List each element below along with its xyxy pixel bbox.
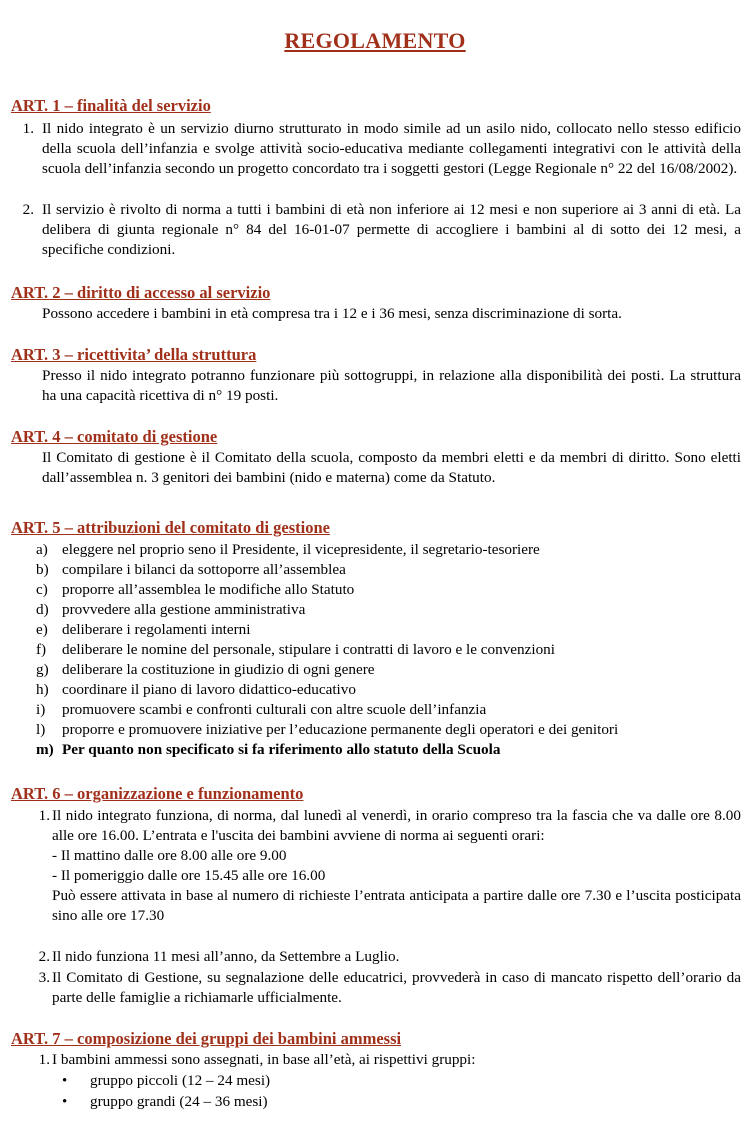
- art5-item-f: f) deliberare le nomine del personale, stipulare i contratti di lavoro e le convenzioni: [36, 641, 555, 658]
- page-title: REGOLAMENTO: [284, 28, 466, 53]
- art6-item-2-number: 2.: [38, 948, 50, 965]
- art7-bullet-1-text: gruppo piccoli (12 – 24 mesi): [90, 1072, 271, 1089]
- art3-text: Presso il nido integrato potranno funzionare più sottogruppi, in relazione alla disponibilità dei posti. La struttura ha una capacità ricettiva di n° 19 posti.: [42, 367, 741, 404]
- art5-item-c: c) proporre all’assemblea le modifiche allo Statuto: [36, 581, 355, 598]
- art7-item-1: [14, 1050, 741, 1070]
- art4-text: Il Comitato di gestione è il Comitato della scuola, composto da membri eletti e da membri di diritto. Sono eletti dall’assemblea n. 3 genitori dei bambini (nido e materna) come da Statuto.: [42, 449, 741, 486]
- art1-item-2: [14, 200, 741, 260]
- art6-item-1: [14, 806, 741, 926]
- art5-item-g: g) deliberare la costituzione in giudizio di ogni genere: [36, 661, 375, 678]
- art7-bullet-2-text: gruppo grandi (24 – 36 mesi): [90, 1093, 268, 1110]
- art6-item-1-text: Il nido integrato funziona, di norma, dal lunedì al venerdì, in orario compreso tra la fascia che va dalle ore 8.00 alle ore 16.00. L’entrata e l'uscita dei bambini avviene di norma ai seguenti orari:: [52, 807, 741, 844]
- art3-heading: ART. 3 – ricettivita’ della struttura: [11, 345, 257, 364]
- art5-heading: ART. 5 – attribuzioni del comitato di gestione: [11, 518, 331, 537]
- art5-item-m: m) Per quanto non specificato si fa riferimento allo statuto della Scuola: [36, 741, 501, 758]
- art1-item-2-text: Il servizio è rivolto di norma a tutti i bambini di età non inferiore ai 12 mesi e non superiore ai 3 anni di età. La delibera di giunta regionale n° 84 del 16-01-07 permette di accogliere i bambini al di sotto dei 12 mesi, a specifiche condizioni.: [42, 201, 741, 258]
- art2-heading: ART. 2 – diritto di accesso al servizio: [11, 283, 271, 302]
- bullet-icon: •: [62, 1073, 68, 1089]
- art1-item-1-number: 1.: [22, 120, 34, 137]
- art1-item-1: [14, 119, 741, 179]
- art7-item-1-text: I bambini ammessi sono assegnati, in base all’età, ai rispettivi gruppi:: [52, 1051, 476, 1068]
- art5-item-b: b) compilare i bilanci da sottoporre all’assemblea: [36, 561, 346, 578]
- art1-item-2-number: 2.: [22, 201, 34, 218]
- art1-item-1-text: Il nido integrato è un servizio diurno strutturato in modo simile ad un asilo nido, collocato nello stesso edificio della scuola dell’infanzia e svolge attività socio-educativa mediante collegamenti integrativi con le attività della scuola dell’infanzia secondo un progetto concordato tra i soggetti gestori (Legge Regionale n° 22 del 16/08/2002).: [42, 120, 741, 177]
- art5-list: [36, 540, 741, 760]
- art6-item-1-afternoon: - Il pomeriggio dalle ore 15.45 alle ore 16.00: [52, 867, 326, 884]
- art5-item-e: e) deliberare i regolamenti interni: [36, 621, 251, 638]
- art5-item-a: a) eleggere nel proprio seno il Presidente, il vicepresidente, il segretario-tesoriere: [36, 541, 540, 558]
- art6-item-3: [14, 968, 741, 1008]
- art2-text: Possono accedere i bambini in età compresa tra i 12 e i 36 mesi, senza discriminazione di sorta.: [42, 305, 622, 322]
- art6-item-1-extra: Può essere attivata in base al numero di richieste l’entrata anticipata a partire dalle ore 7.30 e l’uscita posticipata sino alle ore 17.30: [52, 887, 741, 924]
- art5-item-d: d) provvedere alla gestione amministrativa: [36, 601, 306, 618]
- art5-item-l: l) proporre e promuovere iniziative per l’educazione permanente degli operatori e dei genitori: [36, 721, 619, 738]
- art4-heading: ART. 4 – comitato di gestione: [11, 427, 218, 446]
- art7-item-1-number: 1.: [38, 1051, 50, 1068]
- art6-item-3-number: 3.: [38, 969, 50, 986]
- art6-item-2: [14, 947, 741, 967]
- art7-heading: ART. 7 – composizione dei gruppi dei bambini ammessi: [11, 1029, 402, 1048]
- bullet-icon: •: [62, 1094, 68, 1110]
- art1-heading: ART. 1 – finalità del servizio: [11, 96, 211, 115]
- art6-item-3-text: Il Comitato di Gestione, su segnalazione delle educatrici, provvederà in caso di mancato rispetto dell’orario da parte delle famiglie a richiamarle ufficialmente.: [52, 969, 741, 1006]
- art6-item-1-morning: - Il mattino dalle ore 8.00 alle ore 9.00: [52, 847, 287, 864]
- art6-item-2-text: Il nido funziona 11 mesi all’anno, da Settembre a Luglio.: [52, 948, 400, 965]
- art6-item-1-number: 1.: [38, 807, 50, 824]
- art5-item-i: i) promuovere scambi e confronti culturali con altre scuole dell’infanzia: [36, 701, 487, 718]
- art5-item-h: h) coordinare il piano di lavoro didattico-educativo: [36, 681, 356, 698]
- art6-heading: ART. 6 – organizzazione e funzionamento: [11, 784, 304, 803]
